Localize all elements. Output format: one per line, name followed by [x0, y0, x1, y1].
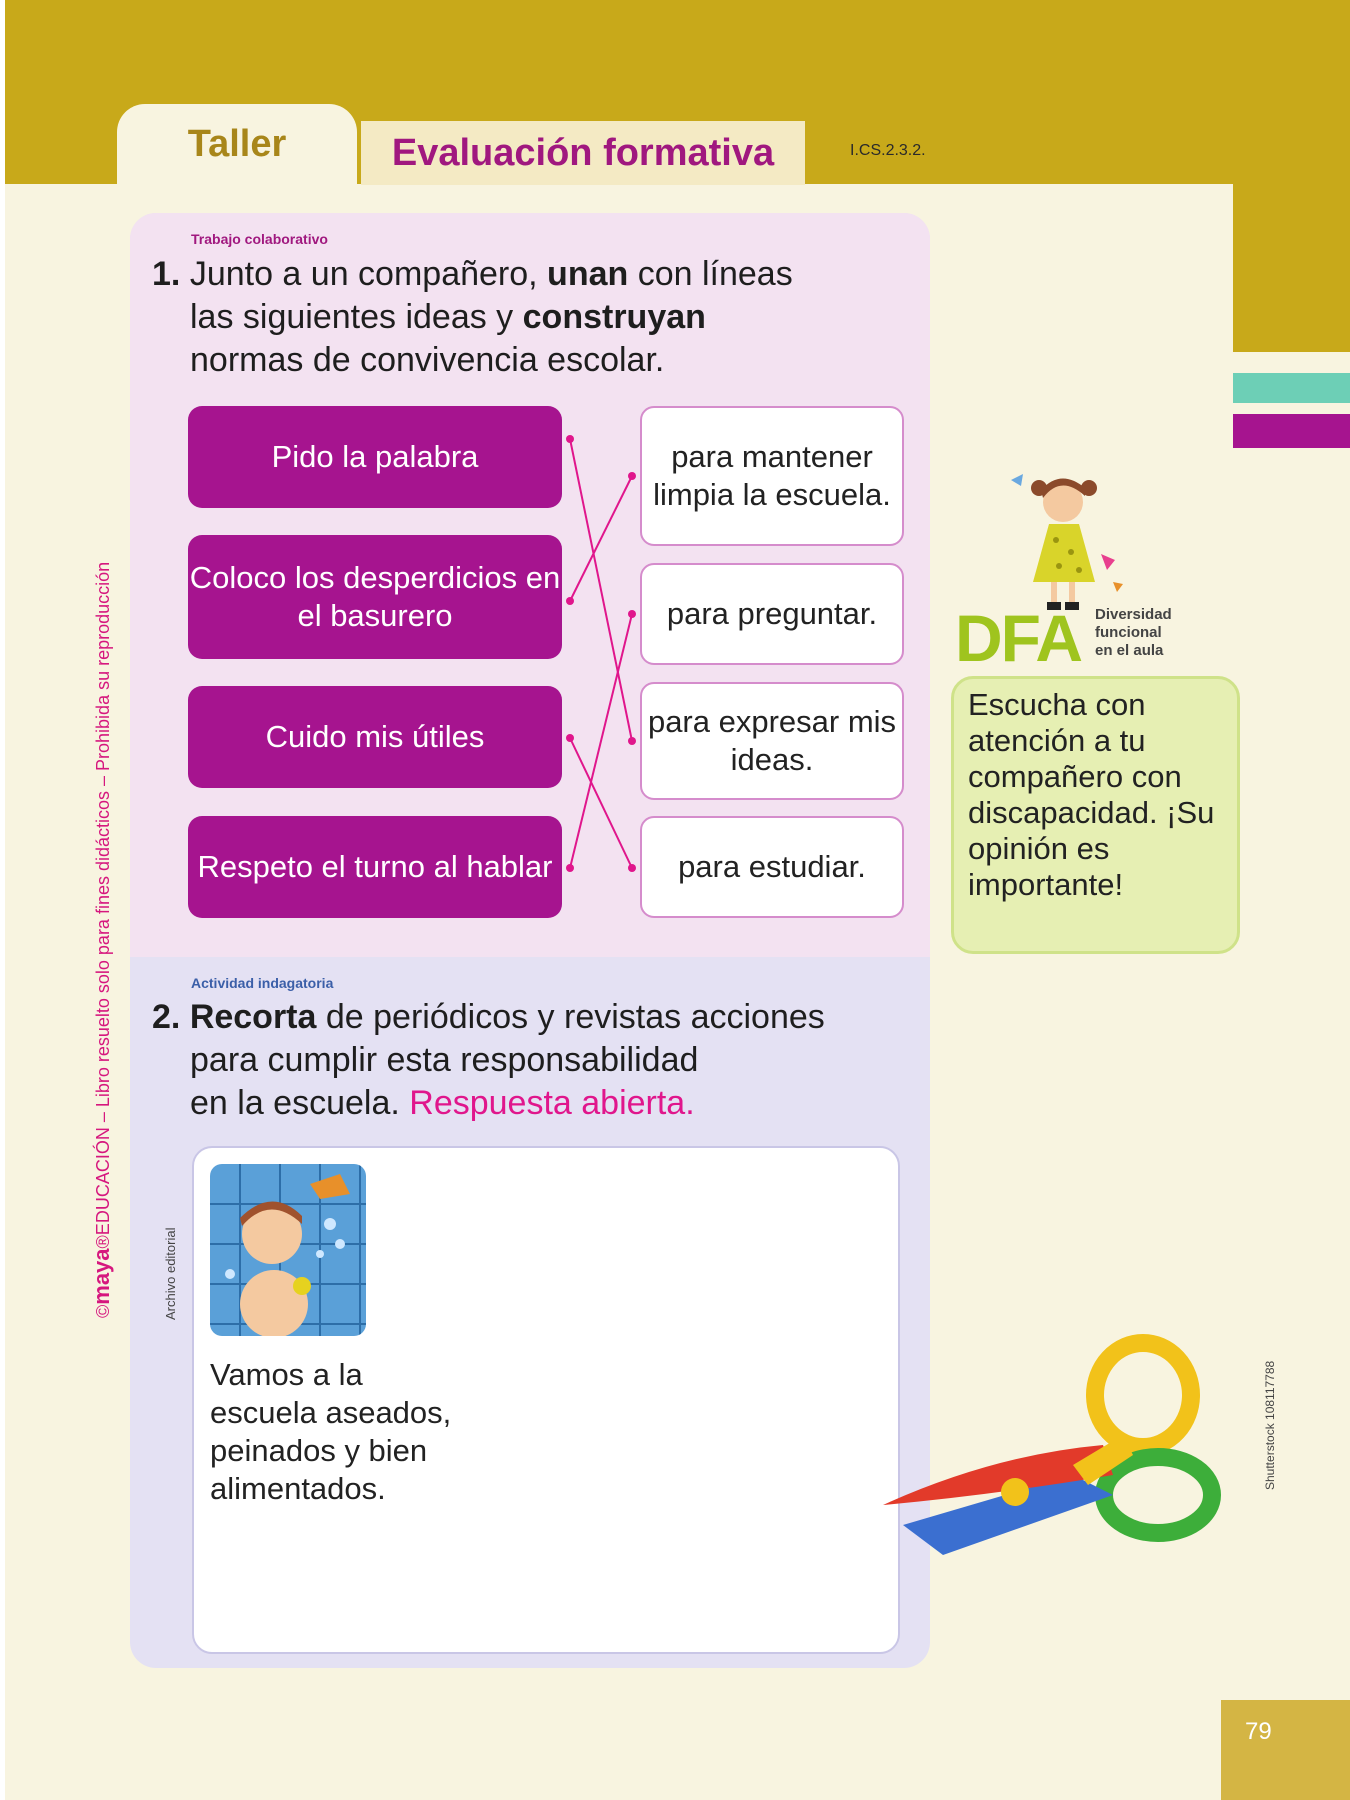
- q2-text-c: en la escuela.: [190, 1084, 400, 1122]
- dfa-subtitle-2: funcional: [1095, 624, 1162, 641]
- q1-text-c: las siguientes ideas y: [190, 298, 523, 336]
- q2-text-a: de periódicos y revistas acciones: [316, 998, 825, 1036]
- match-line-4: [570, 614, 632, 868]
- copyright-notice: [89, 562, 115, 1318]
- curriculum-code: I.CS.2.3.2.: [850, 142, 926, 159]
- matching-lines: [130, 213, 930, 957]
- clipping-text: Vamos a la escuela aseados, peinados y bien alimentados.: [210, 1357, 452, 1506]
- scissors-illustration: [873, 1325, 1233, 1595]
- copyright-text: EDUCACIÓN – Libro resuelto solo para fines didácticos – Prohibida su reproducción: [93, 561, 113, 1236]
- clipping-area[interactable]: [192, 1146, 900, 1654]
- page-number: 79: [1245, 1718, 1272, 1745]
- left-item-2[interactable]: Coloco los desperdicios en el basurero: [188, 535, 562, 659]
- dfa-subtitle: [1095, 606, 1172, 660]
- dfa-note: Escucha con atención a tu compañero con discapacidad. ¡Su opinión es importante!: [951, 676, 1240, 954]
- copyright-symbol: ©: [93, 1304, 113, 1318]
- teal-stripe: [1233, 373, 1350, 403]
- image-credit: Archivo editorial: [163, 1227, 178, 1320]
- activity2-question: [152, 996, 912, 1125]
- activity-card: [130, 213, 930, 1668]
- q1-text-a: Junto a un compañero,: [189, 255, 548, 293]
- activity2-number: 2.: [152, 998, 181, 1036]
- answer-text: Respuesta abierta.: [409, 1084, 695, 1122]
- activity1-label: Trabajo colaborativo: [191, 231, 328, 247]
- left-item-4[interactable]: Respeto el turno al hablar: [188, 816, 562, 918]
- match-line-3: [570, 738, 632, 868]
- left-item-3[interactable]: Cuido mis útiles: [188, 686, 562, 788]
- registered-symbol: ®: [93, 1235, 113, 1249]
- q1-text-d: normas de convivencia escolar.: [190, 341, 665, 379]
- photo-credit: Shutterstock 108117788: [1263, 1360, 1277, 1490]
- right-dot-4[interactable]: [628, 864, 636, 872]
- right-item-1[interactable]: para mantener limpia la escuela.: [640, 406, 904, 546]
- match-line-1: [570, 439, 632, 741]
- left-dot-3[interactable]: [566, 734, 574, 742]
- right-dot-3[interactable]: [628, 737, 636, 745]
- dfa-subtitle-3: en el aula: [1095, 642, 1164, 659]
- left-item-1[interactable]: Pido la palabra: [188, 406, 562, 508]
- right-item-2[interactable]: para preguntar.: [640, 563, 904, 665]
- girl-illustration: [1001, 470, 1131, 620]
- magenta-stripe: [1233, 414, 1350, 448]
- boy-shower-image: [210, 1164, 366, 1336]
- match-line-2: [570, 476, 632, 601]
- q2-bold: Recorta: [189, 998, 317, 1036]
- q1-bold-b: construyan: [522, 298, 706, 336]
- left-dot-1[interactable]: [566, 435, 574, 443]
- page-number-box: [1221, 1700, 1350, 1800]
- side-band: [1233, 184, 1350, 352]
- q2-text-b: para cumplir esta responsabilidad: [190, 1041, 699, 1079]
- left-dot-2[interactable]: [566, 597, 574, 605]
- activity1-number: 1.: [152, 255, 181, 293]
- workbook-page: [5, 0, 1350, 1800]
- right-dot-2[interactable]: [628, 610, 636, 618]
- right-item-3[interactable]: para expresar mis ideas.: [640, 682, 904, 800]
- right-dot-1[interactable]: [628, 472, 636, 480]
- activity2-label: Actividad indagatoria: [191, 975, 334, 991]
- q1-bold-a: unan: [547, 255, 629, 293]
- left-dot-4[interactable]: [566, 864, 574, 872]
- brand-name: maya: [89, 1248, 114, 1305]
- right-item-4[interactable]: para estudiar.: [640, 816, 904, 918]
- dfa-subtitle-1: Diversidad: [1095, 606, 1172, 623]
- q1-text-b: con líneas: [628, 255, 793, 293]
- tab-evaluation: Evaluación formativa: [361, 121, 805, 185]
- dfa-title: DFA: [955, 601, 1081, 675]
- tab-taller: Taller: [117, 104, 357, 184]
